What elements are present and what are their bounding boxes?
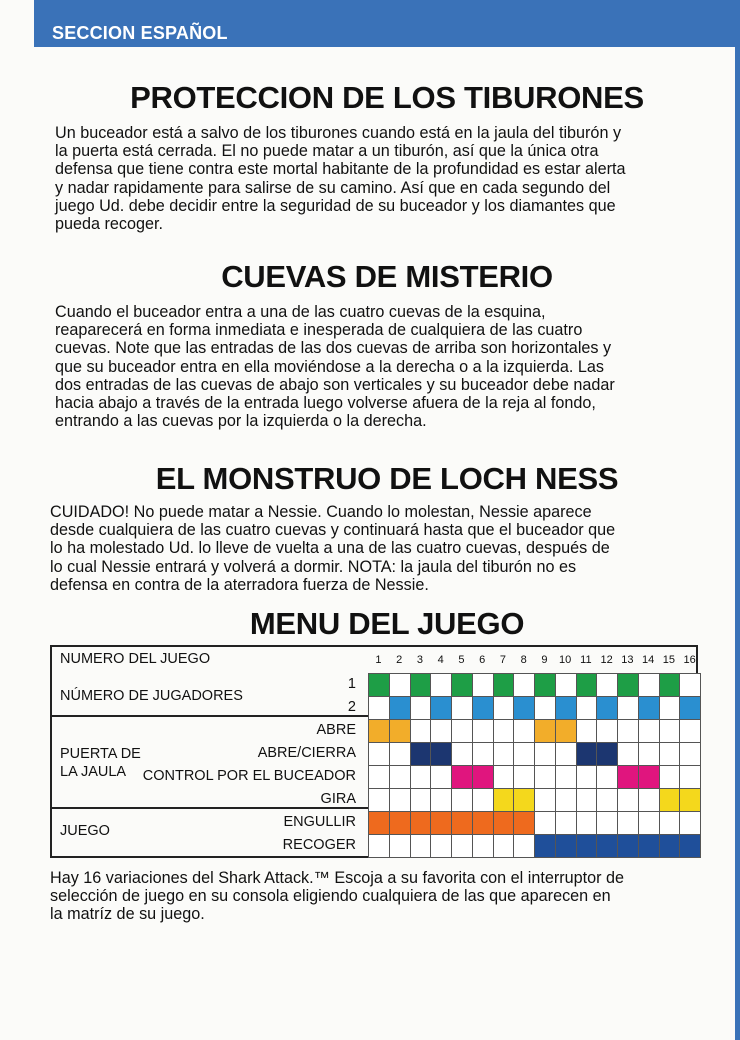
grid-cell-empty xyxy=(596,811,618,835)
grid-cell-empty xyxy=(472,788,494,812)
grid-cell-empty xyxy=(555,742,577,766)
text-line: dos entradas de las cuevas de abajo son verticales y su buceador debe nadar xyxy=(55,375,615,394)
grid-cell-empty xyxy=(659,696,681,720)
grid-cell-filled xyxy=(493,811,515,835)
grid-cell-empty xyxy=(576,811,598,835)
grid-cell-filled xyxy=(555,696,577,720)
grid-cell-empty xyxy=(430,765,452,789)
grid-cell-filled xyxy=(617,673,639,697)
grid-cell-empty xyxy=(410,696,432,720)
grid-cell-empty xyxy=(451,719,473,743)
text-line: hacia abajo a través de la entrada luego volverse afuera de la reja al fondo, xyxy=(55,394,596,413)
grid-cell-empty xyxy=(596,719,618,743)
grid-cell-empty xyxy=(389,742,411,766)
grid-cell-filled xyxy=(596,696,618,720)
grid-cell-empty xyxy=(679,765,701,789)
grid-cell-filled xyxy=(659,834,681,858)
grid-cell-empty xyxy=(451,788,473,812)
text-line: defensa que tiene contra este mortal habitante de la profundidad es estar alerta xyxy=(55,160,626,179)
grid-cell-empty xyxy=(410,765,432,789)
game-number-12: 12 xyxy=(600,654,613,666)
grid-cell-empty xyxy=(555,811,577,835)
grid-cell-filled xyxy=(617,765,639,789)
section-label: SECCION ESPAÑOL xyxy=(52,23,228,43)
grid-cell-empty xyxy=(493,765,515,789)
grid-cell-filled xyxy=(472,811,494,835)
text-line: lo ha molestado Ud. lo lleve de vuelta a una de las cuatro cuevas, después de xyxy=(50,539,610,558)
grid-cell-empty xyxy=(659,811,681,835)
grid-cell-filled xyxy=(451,765,473,789)
grid-cell-filled xyxy=(513,788,535,812)
grid-cell-empty xyxy=(451,834,473,858)
grid-cell-empty xyxy=(534,765,556,789)
page-edge xyxy=(735,0,740,1040)
heading-shark-protection: PROTECCION DE LOS TIBURONES xyxy=(130,80,644,115)
paragraph-footer xyxy=(50,869,730,924)
game-number-1: 1 xyxy=(375,654,382,666)
grid-cell-empty xyxy=(679,673,701,697)
grid-cell-filled xyxy=(410,673,432,697)
text-line: entrando a las cuevas por la izquierda o la derecha. xyxy=(55,412,427,431)
grid-cell-empty xyxy=(430,788,452,812)
grid-cell-empty xyxy=(430,719,452,743)
grid-cell-empty xyxy=(555,765,577,789)
row-label: CONTROL POR EL BUCEADOR xyxy=(142,768,356,784)
game-label: JUEGO xyxy=(60,823,110,839)
grid-cell-empty xyxy=(513,719,535,743)
grid-cell-empty xyxy=(368,765,390,789)
grid-cell-empty xyxy=(659,719,681,743)
grid-cell-filled xyxy=(679,696,701,720)
text-line: selección de juego en su consola eligiendo cualquiera de las que aparecen en xyxy=(50,887,611,906)
grid-cell-empty xyxy=(493,834,515,858)
grid-cell-filled xyxy=(555,719,577,743)
grid-cell-filled xyxy=(389,811,411,835)
grid-cell-empty xyxy=(617,788,639,812)
grid-cell-filled xyxy=(389,696,411,720)
game-menu-table xyxy=(50,645,698,858)
game-number-label: NUMERO DEL JUEGO xyxy=(60,651,211,667)
row-label: ABRE xyxy=(316,722,356,738)
grid-cell-empty xyxy=(410,834,432,858)
grid-cell-filled xyxy=(410,811,432,835)
paragraph-loch-ness xyxy=(50,503,730,594)
grid-cell-empty xyxy=(410,788,432,812)
grid-cell-empty xyxy=(659,742,681,766)
grid-cell-filled xyxy=(389,719,411,743)
grid-cell-filled xyxy=(555,834,577,858)
cage-door-label-line1: PUERTA DE xyxy=(60,746,141,762)
row-label: 1 xyxy=(347,676,356,692)
text-line: desde cualquiera de las cuatro cuevas y continuará hasta que el buceador que xyxy=(50,521,616,540)
grid-cell-filled xyxy=(430,811,452,835)
heading-mystery-caves: CUEVAS DE MISTERIO xyxy=(221,259,553,294)
grid-cell-filled xyxy=(513,696,535,720)
game-number-7: 7 xyxy=(499,654,506,666)
grid-cell-empty xyxy=(617,742,639,766)
grid-cell-empty xyxy=(430,673,452,697)
grid-cell-empty xyxy=(617,696,639,720)
text-line: Hay 16 variaciones del Shark Attack.™ Escoja a su favorita con el interruptor de xyxy=(50,869,625,887)
grid-cell-empty xyxy=(513,673,535,697)
grid-cell-empty xyxy=(513,834,535,858)
game-number-5: 5 xyxy=(458,654,465,666)
cage-door-label-line2: LA JAULA xyxy=(60,764,127,780)
grid-cell-empty xyxy=(389,788,411,812)
grid-cell-empty xyxy=(451,742,473,766)
game-number-15: 15 xyxy=(662,654,675,666)
grid-cell-empty xyxy=(659,765,681,789)
grid-cell-filled xyxy=(534,834,556,858)
grid-cell-empty xyxy=(493,719,515,743)
text-line: lo cual Nessie entrará y volverá a dormir. NOTA: la jaula del tiburón no es xyxy=(50,557,577,576)
grid-cell-filled xyxy=(368,719,390,743)
grid-cell-empty xyxy=(368,696,390,720)
grid-cell-filled xyxy=(596,834,618,858)
grid-cell-empty xyxy=(596,788,618,812)
grid-cell-filled xyxy=(638,696,660,720)
text-line: cuevas. Note que las entradas de las dos cuevas de arriba son horizontales y xyxy=(55,339,612,358)
grid-cell-filled xyxy=(534,719,556,743)
grid-cell-empty xyxy=(472,834,494,858)
grid-cell-empty xyxy=(472,742,494,766)
grid-cell-filled xyxy=(493,673,515,697)
game-number-8: 8 xyxy=(520,654,527,666)
row-label: ENGULLIR xyxy=(283,814,356,830)
grid-cell-filled xyxy=(638,765,660,789)
grid-cell-empty xyxy=(472,719,494,743)
grid-cell-empty xyxy=(638,719,660,743)
grid-cell-empty xyxy=(368,834,390,858)
grid-cell-filled xyxy=(576,673,598,697)
grid-cell-filled xyxy=(410,742,432,766)
grid-cell-empty xyxy=(410,719,432,743)
grid-cell-empty xyxy=(638,811,660,835)
grid-cell-filled xyxy=(451,673,473,697)
grid-cell-empty xyxy=(430,834,452,858)
paragraph-shark-protection xyxy=(55,124,715,233)
grid-cell-empty xyxy=(493,742,515,766)
grid-cell-empty xyxy=(679,742,701,766)
grid-cell-filled xyxy=(596,742,618,766)
text-line: la puerta está cerrada. El no puede matar a un tiburón, así que la única otra xyxy=(55,142,599,161)
grid-cell-empty xyxy=(679,719,701,743)
game-number-4: 4 xyxy=(437,654,444,666)
game-number-3: 3 xyxy=(416,654,423,666)
grid-cell-filled xyxy=(430,742,452,766)
grid-cell-empty xyxy=(576,696,598,720)
paragraph-mystery-caves xyxy=(55,303,715,430)
grid-cell-filled xyxy=(534,673,556,697)
grid-cell-filled xyxy=(368,673,390,697)
grid-cell-empty xyxy=(534,811,556,835)
row-label: 2 xyxy=(347,699,356,715)
row-label: RECOGER xyxy=(282,837,356,853)
game-number-11: 11 xyxy=(580,654,592,666)
grid-cell-empty xyxy=(472,673,494,697)
grid-cell-empty xyxy=(617,719,639,743)
grid-cell-filled xyxy=(472,696,494,720)
text-line: y nadar rapidamente para salirse de su camino. Así que en cada segundo del xyxy=(55,178,611,197)
grid-cell-empty xyxy=(534,696,556,720)
grid-cell-empty xyxy=(596,765,618,789)
grid-cell-empty xyxy=(638,742,660,766)
grid-cell-empty xyxy=(368,788,390,812)
text-line: juego Ud. debe decidir entre la seguridad de su buceador y los diamantes que xyxy=(55,196,616,215)
grid-cell-empty xyxy=(534,788,556,812)
game-number-6: 6 xyxy=(479,654,486,666)
game-number-13: 13 xyxy=(621,654,634,666)
grid-cell-filled xyxy=(576,834,598,858)
row-label: ABRE/CIERRA xyxy=(257,745,356,761)
grid-cell-empty xyxy=(596,673,618,697)
grid-cell-empty xyxy=(617,811,639,835)
grid-cell-filled xyxy=(659,673,681,697)
grid-cell-empty xyxy=(493,696,515,720)
text-line: CUIDADO! No puede matar a Nessie. Cuando lo molestan, Nessie aparece xyxy=(50,503,592,521)
grid-cell-empty xyxy=(368,742,390,766)
grid-cell-filled xyxy=(576,742,598,766)
grid-cell-empty xyxy=(576,719,598,743)
grid-cell-empty xyxy=(513,742,535,766)
grid-cell-filled xyxy=(472,765,494,789)
grid-cell-empty xyxy=(576,788,598,812)
grid-cell-filled xyxy=(617,834,639,858)
text-line: la matríz de su juego. xyxy=(50,905,205,924)
grid-cell-empty xyxy=(679,811,701,835)
game-number-14: 14 xyxy=(642,654,655,666)
grid-cell-filled xyxy=(493,788,515,812)
game-number-16: 16 xyxy=(683,654,696,666)
game-number-2: 2 xyxy=(396,654,403,666)
text-line: pueda recoger. xyxy=(55,215,164,234)
text-line: Un buceador está a salvo de los tiburones cuando está en la jaula del tiburón y xyxy=(55,124,622,142)
text-line: Cuando el buceador entra a una de las cuatro cuevas de la esquina, xyxy=(55,303,546,321)
grid-cell-filled xyxy=(638,834,660,858)
heading-game-menu: MENU DEL JUEGO xyxy=(249,606,525,641)
grid-cell-filled xyxy=(679,788,701,812)
grid-cell-filled xyxy=(659,788,681,812)
grid-cell-empty xyxy=(389,834,411,858)
grid-cell-empty xyxy=(451,696,473,720)
grid-cell-empty xyxy=(389,673,411,697)
text-line: reaparecerá en forma inmediata e inesperada de cualquiera de las cuatro xyxy=(55,321,583,340)
group-divider xyxy=(52,715,368,717)
players-label: NÚMERO DE JUGADORES xyxy=(60,688,243,704)
grid-cell-empty xyxy=(513,765,535,789)
game-number-10: 10 xyxy=(559,654,572,666)
grid-cell-filled xyxy=(679,834,701,858)
grid-cell-empty xyxy=(638,788,660,812)
text-line: que su buceador entra en ella moviéndose a la derecha o a la izquierda. Las xyxy=(55,357,604,376)
grid-cell-filled xyxy=(513,811,535,835)
grid-cell-empty xyxy=(389,765,411,789)
grid-cell-empty xyxy=(576,765,598,789)
text-line: defensa en contra de la aterradora fuerza de Nessie. xyxy=(50,575,429,594)
grid-cell-empty xyxy=(555,788,577,812)
grid-cell-empty xyxy=(638,673,660,697)
heading-loch-ness: EL MONSTRUO DE LOCH NESS xyxy=(155,461,619,496)
grid-cell-empty xyxy=(555,673,577,697)
row-label: GIRA xyxy=(320,791,356,807)
grid-cell-filled xyxy=(451,811,473,835)
game-number-9: 9 xyxy=(541,654,548,666)
grid-cell-empty xyxy=(534,742,556,766)
grid-cell-filled xyxy=(368,811,390,835)
grid-cell-filled xyxy=(430,696,452,720)
